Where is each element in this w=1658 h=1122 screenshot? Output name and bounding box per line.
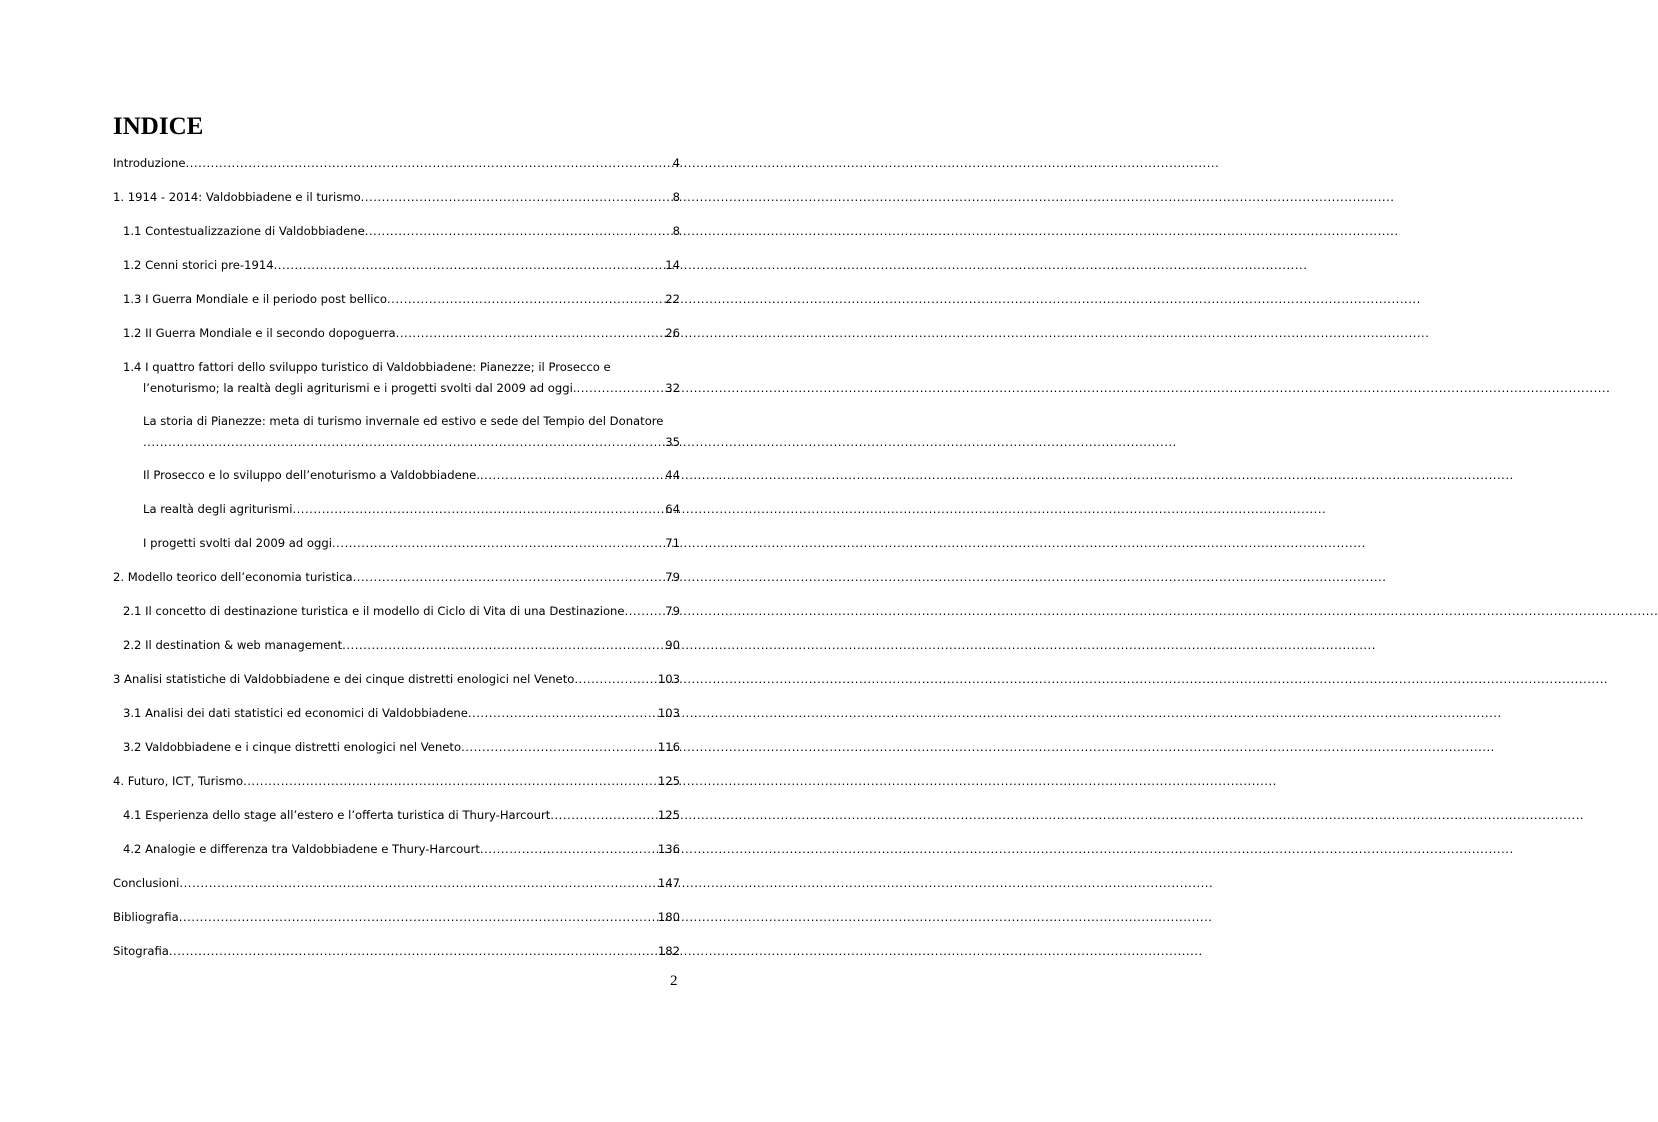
toc-entry-text: Introduzione bbox=[113, 156, 186, 170]
toc-entry-bibliografia[interactable] bbox=[113, 907, 680, 928]
toc-entry-text: 3 Analisi statistiche di Valdobbiadene e dei cinque distretti enologici nel Veneto bbox=[113, 672, 575, 686]
toc-entry-text: 1. 1914 - 2014: Valdobbiadene e il turismo bbox=[113, 190, 361, 204]
toc-entry-section-1-1[interactable] bbox=[123, 221, 680, 242]
dot-leader bbox=[468, 703, 658, 724]
toc-page-number: 22 bbox=[665, 292, 680, 306]
dot-leader bbox=[625, 601, 666, 622]
dot-leader bbox=[292, 499, 665, 520]
toc-page-number: 125 bbox=[657, 808, 680, 822]
dot-leader bbox=[332, 533, 665, 554]
toc-entry-text: Bibliografia bbox=[113, 910, 179, 924]
toc-page-number: 103 bbox=[657, 672, 680, 686]
dot-leader bbox=[461, 737, 658, 758]
page-title: INDICE bbox=[113, 113, 204, 140]
dot-leader bbox=[574, 669, 658, 690]
toc-page-number: 35 bbox=[665, 435, 680, 449]
toc-page-number: 8 bbox=[672, 224, 680, 238]
toc-entry-text-line1: 1.4 I quattro fattori dello sviluppo turistico di Valdobbiadene: Pianezze; il Prosecco e bbox=[123, 360, 611, 374]
toc-entry-chapter-1[interactable] bbox=[113, 187, 680, 208]
toc-entry-text: 2.2 Il destination & web management bbox=[123, 638, 343, 652]
dot-leader bbox=[396, 323, 666, 344]
toc-entry-conclusioni[interactable] bbox=[113, 873, 680, 894]
toc-page-number: 32 bbox=[665, 381, 680, 395]
toc-entry-text: 2. Modello teorico dell’economia turistica bbox=[113, 570, 353, 584]
toc-entry-text: La realtà degli agriturismi bbox=[143, 502, 293, 516]
toc-entry-text: 1.1 Contestualizzazione di Valdobbiadene bbox=[123, 224, 365, 238]
toc-entry-pianezze[interactable] bbox=[143, 411, 680, 453]
toc-page-number: 14 bbox=[665, 258, 680, 272]
toc-entry-section-1-2[interactable] bbox=[123, 255, 680, 276]
toc-entry-section-4-2[interactable] bbox=[123, 839, 680, 860]
toc-entry-text: 1.2 Cenni storici pre-1914 bbox=[123, 258, 274, 272]
toc-page-number: 182 bbox=[657, 944, 680, 958]
dot-leader bbox=[387, 289, 665, 310]
dot-leader bbox=[243, 771, 658, 792]
toc-page-number: 180 bbox=[657, 910, 680, 924]
toc-page-number: 136 bbox=[657, 842, 680, 856]
dot-leader bbox=[274, 255, 666, 276]
toc-page-number: 4 bbox=[672, 156, 680, 170]
toc-entry-text-line2: l’enoturismo; la realtà degli agriturismi e i progetti svolti dal 2009 ad oggi. bbox=[143, 381, 577, 395]
dot-leader bbox=[169, 941, 658, 962]
toc-entry-chapter-4[interactable] bbox=[113, 771, 680, 792]
toc-entry-text-line1: La storia di Pianezze: meta di turismo invernale ed estivo e sede del Tempio del Donatore bbox=[143, 414, 664, 428]
page-number: 2 bbox=[670, 973, 678, 989]
toc-entry-agriturismi[interactable] bbox=[143, 499, 680, 520]
toc-page-number: 125 bbox=[657, 774, 680, 788]
toc-entry-chapter-3[interactable] bbox=[113, 669, 680, 690]
toc-page-number: 8 bbox=[672, 190, 680, 204]
toc-page-number: 147 bbox=[657, 876, 680, 890]
toc-entry-prosecco[interactable] bbox=[143, 465, 680, 486]
toc-entry-sitografia[interactable] bbox=[113, 941, 680, 962]
dot-leader bbox=[365, 221, 673, 242]
toc-entry-text: 1.2 II Guerra Mondiale e il secondo dopoguerra bbox=[123, 326, 396, 340]
toc-entry-section-1-3[interactable] bbox=[123, 289, 680, 310]
toc-entry-section-1-4[interactable] bbox=[123, 357, 680, 399]
toc-entry-text: 2.1 Il concetto di destinazione turistica e il modello di Ciclo di Vita di una Destinazione bbox=[123, 604, 625, 618]
toc-page-number: 71 bbox=[665, 536, 680, 550]
toc-entry-section-4-1[interactable] bbox=[123, 805, 680, 826]
dot-leader bbox=[577, 378, 666, 399]
dot-leader bbox=[143, 432, 665, 453]
toc-entry-section-3-2[interactable] bbox=[123, 737, 680, 758]
dot-leader bbox=[342, 635, 665, 656]
toc-entry-text: 4. Futuro, ICT, Turismo bbox=[113, 774, 244, 788]
toc-entry-text: Sitografia bbox=[113, 944, 169, 958]
toc-entry-text: Il Prosecco e lo sviluppo dell’enoturismo a Valdobbiadene. bbox=[143, 468, 480, 482]
toc-entry-section-1-2b[interactable] bbox=[123, 323, 680, 344]
dot-leader bbox=[179, 907, 658, 928]
dot-leader bbox=[353, 567, 666, 588]
dot-leader bbox=[480, 839, 658, 860]
toc-page-number: 103 bbox=[657, 706, 680, 720]
toc-entry-text: I progetti svolti dal 2009 ad oggi bbox=[143, 536, 332, 550]
toc-page-number: 79 bbox=[665, 604, 680, 618]
toc-page-number: 26 bbox=[665, 326, 680, 340]
toc-page-number: 64 bbox=[665, 502, 680, 516]
toc-entry-text: 3.2 Valdobbiadene e i cinque distretti enologici nel Veneto bbox=[123, 740, 462, 754]
dot-leader bbox=[186, 153, 673, 174]
toc-page-number: 90 bbox=[665, 638, 680, 652]
toc-entry-text: Conclusioni bbox=[113, 876, 180, 890]
toc-entry-section-3-1[interactable] bbox=[123, 703, 680, 724]
toc-entry-text: 1.3 I Guerra Mondiale e il periodo post bellico bbox=[123, 292, 387, 306]
toc-entry-section-2-2[interactable] bbox=[123, 635, 680, 656]
toc-entry-chapter-2[interactable] bbox=[113, 567, 680, 588]
toc-entry-progetti[interactable] bbox=[143, 533, 680, 554]
toc-page-number: 116 bbox=[657, 740, 680, 754]
toc-page-number: 79 bbox=[665, 570, 680, 584]
toc-entry-text: 4.2 Analogie e differenza tra Valdobbiadene e Thury-Harcourt bbox=[123, 842, 480, 856]
toc-entry-introduzione[interactable] bbox=[113, 153, 680, 174]
toc-entry-text: 3.1 Analisi dei dati statistici ed economici di Valdobbiadene bbox=[123, 706, 468, 720]
toc-entry-section-2-1[interactable] bbox=[123, 601, 680, 622]
dot-leader bbox=[179, 873, 657, 894]
toc-page-number: 44 bbox=[665, 468, 680, 482]
dot-leader bbox=[550, 805, 658, 826]
dot-leader bbox=[480, 465, 665, 486]
dot-leader bbox=[361, 187, 673, 208]
toc-entry-text: 4.1 Esperienza dello stage all’estero e l’offerta turistica di Thury-Harcourt bbox=[123, 808, 551, 822]
